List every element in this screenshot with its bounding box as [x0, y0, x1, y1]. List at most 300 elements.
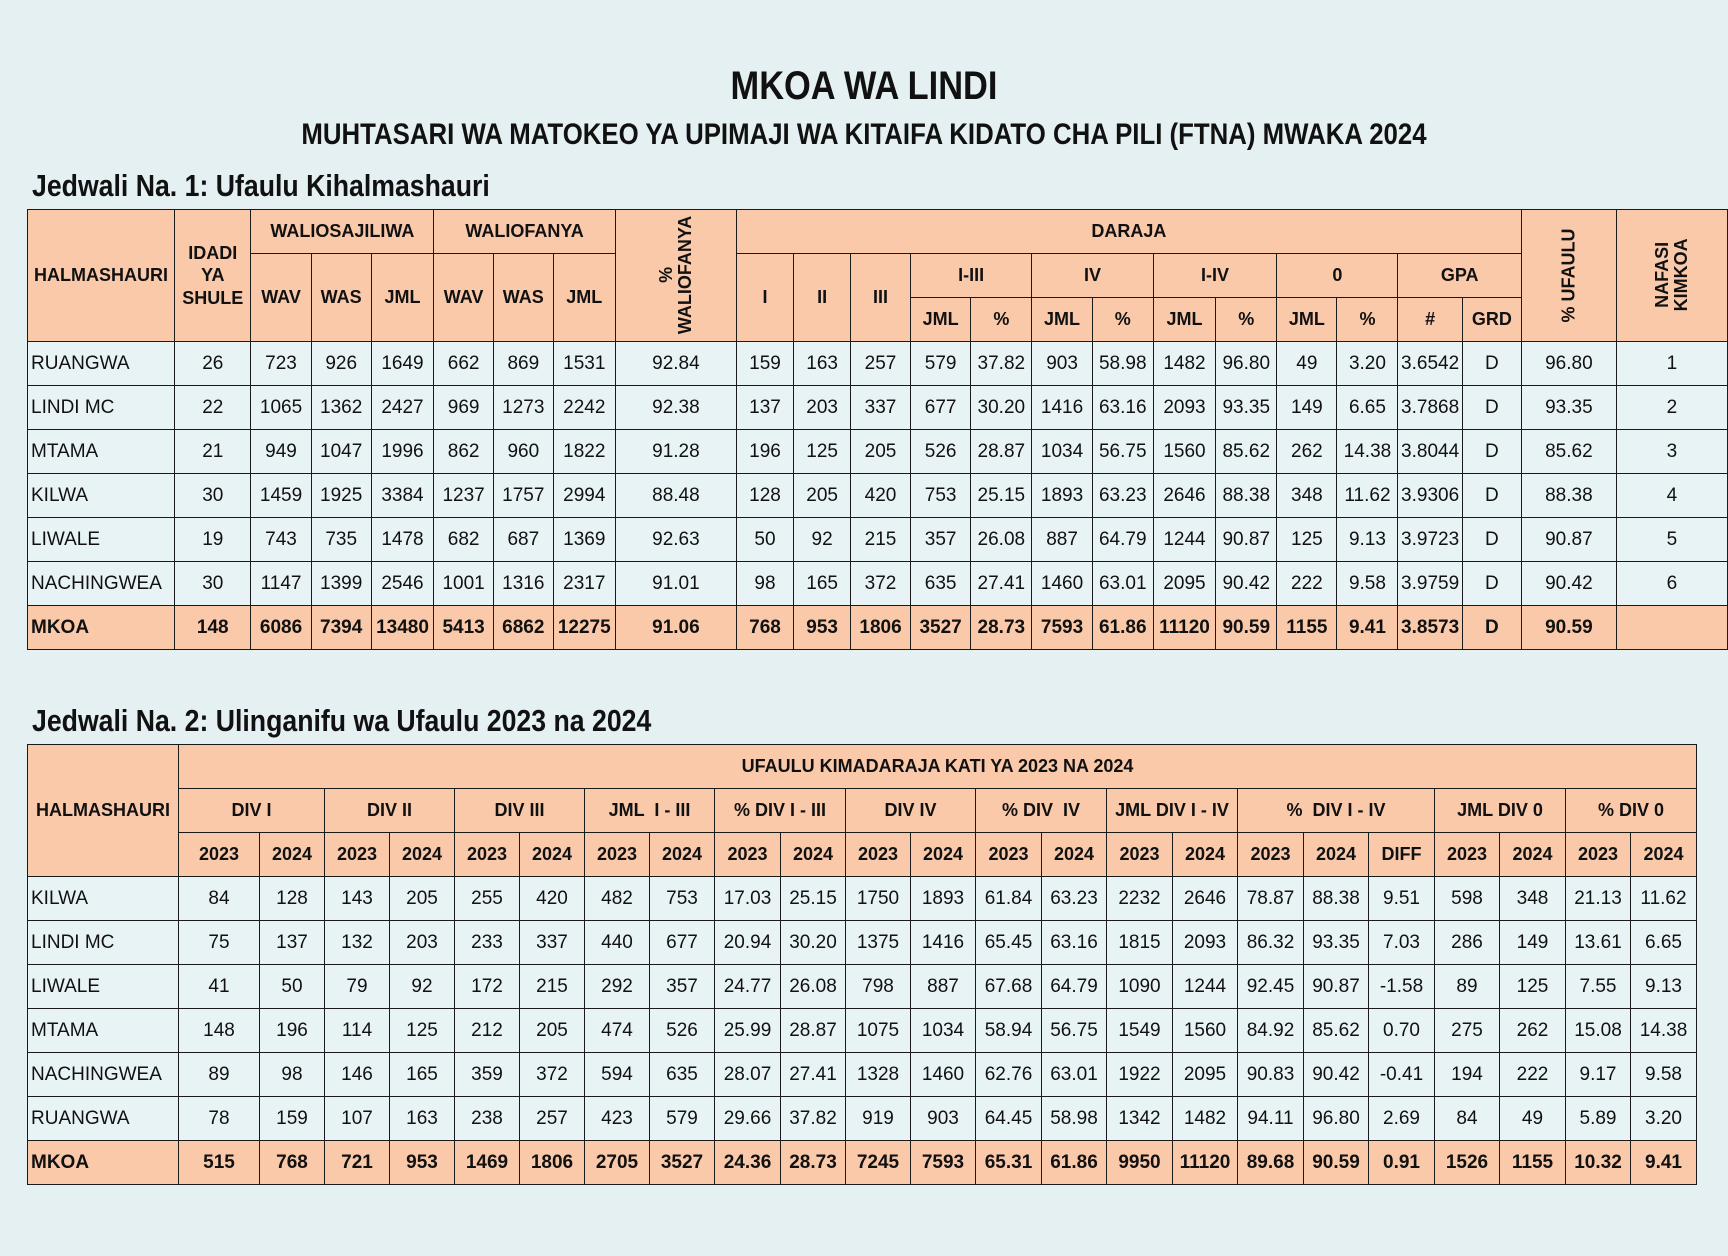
table-cell: 28.87 — [971, 430, 1032, 474]
table-cell: 21 — [175, 430, 251, 474]
table-cell: 148 — [175, 606, 251, 650]
table-cell: D — [1462, 342, 1521, 386]
table-cell: 28.73 — [781, 1141, 846, 1185]
table-cell: 63.16 — [1092, 386, 1153, 430]
table-cell: 165 — [794, 562, 851, 606]
table-cell: 58.94 — [976, 1009, 1042, 1053]
table-cell: 88.48 — [615, 474, 736, 518]
table-cell: 1526 — [1435, 1141, 1500, 1185]
table-cell: 3.20 — [1337, 342, 1398, 386]
table-row — [28, 430, 1728, 474]
header-was: WAS — [493, 254, 553, 342]
table-cell: 65.45 — [976, 921, 1042, 965]
table-cell: 88.38 — [1521, 474, 1616, 518]
table-cell: 348 — [1500, 877, 1566, 921]
header-year-2023: 2023 — [585, 833, 650, 877]
header-jml: JML — [1153, 298, 1216, 342]
table-cell: 579 — [910, 342, 970, 386]
table-cell: 949 — [251, 430, 311, 474]
table-cell: 953 — [390, 1141, 455, 1185]
table-cell: 20.94 — [715, 921, 781, 965]
table-cell: 1155 — [1500, 1141, 1566, 1185]
header-jml: JML — [910, 298, 970, 342]
header-pct-div-i-iii: % DIV I - III — [715, 789, 846, 833]
table-cell: 3527 — [910, 606, 970, 650]
table-cell: -1.58 — [1369, 965, 1435, 1009]
table-cell: 5 — [1616, 518, 1727, 562]
table-cell: 1560 — [1173, 1009, 1238, 1053]
header-year-2024: 2024 — [650, 833, 715, 877]
table-cell: 24.36 — [715, 1141, 781, 1185]
header-jml: JML — [1032, 298, 1092, 342]
table-cell: 165 — [390, 1053, 455, 1097]
table-cell: 146 — [325, 1053, 390, 1097]
table-cell: 0.91 — [1369, 1141, 1435, 1185]
header-was: WAS — [311, 254, 371, 342]
table-cell: 1478 — [371, 518, 434, 562]
table-row — [28, 965, 1697, 1009]
table-cell: 1893 — [1032, 474, 1092, 518]
table-cell: 677 — [650, 921, 715, 965]
table-cell: 753 — [650, 877, 715, 921]
table-cell: 92.63 — [615, 518, 736, 562]
table-cell: 953 — [794, 606, 851, 650]
header-halmashauri: HALMASHAURI — [28, 210, 175, 342]
table-cell: 149 — [1500, 921, 1566, 965]
table-cell: 98 — [260, 1053, 325, 1097]
table-cell: 1328 — [846, 1053, 911, 1097]
table-cell: 159 — [736, 342, 793, 386]
table-cell: 598 — [1435, 877, 1500, 921]
header-year-2024: 2024 — [1042, 833, 1107, 877]
table-cell: 420 — [520, 877, 585, 921]
table-cell: 61.86 — [1092, 606, 1153, 650]
table-cell: 337 — [520, 921, 585, 965]
table-row — [28, 342, 1728, 386]
row-label: RUANGWA — [28, 342, 175, 386]
table-cell: 64.45 — [976, 1097, 1042, 1141]
header-year-2024: 2024 — [260, 833, 325, 877]
header-pct-div-i-iv: % DIV I - IV — [1238, 789, 1435, 833]
header-idadi-ya-shule: IDADI YA SHULE — [175, 210, 251, 342]
table-cell: 17.03 — [715, 877, 781, 921]
table-cell: 286 — [1435, 921, 1500, 965]
header-div-ii: DIV II — [325, 789, 455, 833]
table-cell: 862 — [434, 430, 494, 474]
table-cell: 93.35 — [1304, 921, 1369, 965]
table-cell: 56.75 — [1092, 430, 1153, 474]
table-cell: 163 — [794, 342, 851, 386]
table-cell: 1316 — [493, 562, 553, 606]
table-cell: 90.59 — [1216, 606, 1277, 650]
table-cell: 128 — [736, 474, 793, 518]
table2-body — [28, 877, 1697, 1185]
table-cell: 1482 — [1173, 1097, 1238, 1141]
table-cell: 75 — [179, 921, 260, 965]
table-cell: 212 — [455, 1009, 520, 1053]
header-pct-waliofanya: % WALIOFANYA — [615, 210, 736, 342]
page-title: MKOA WA LINDI — [730, 64, 998, 108]
table-cell: 41 — [179, 965, 260, 1009]
table-cell: 30 — [175, 474, 251, 518]
table-cell: 7245 — [846, 1141, 911, 1185]
table-cell: 2242 — [553, 386, 615, 430]
table-cell: 903 — [911, 1097, 976, 1141]
table-cell: 6.65 — [1337, 386, 1398, 430]
table-cell: 30.20 — [971, 386, 1032, 430]
table-cell: 37.82 — [971, 342, 1032, 386]
table-cell: 9.17 — [1566, 1053, 1631, 1097]
table-cell: 65.31 — [976, 1141, 1042, 1185]
header-i-iv: I-IV — [1153, 254, 1277, 298]
table-row — [28, 518, 1728, 562]
table-cell: 735 — [311, 518, 371, 562]
row-label: RUANGWA — [28, 1097, 179, 1141]
table-cell: 682 — [434, 518, 494, 562]
table-cell: 88.38 — [1304, 877, 1369, 921]
table-cell: 28.07 — [715, 1053, 781, 1097]
header-year-2024: 2024 — [520, 833, 585, 877]
table-cell: 9950 — [1107, 1141, 1173, 1185]
table-cell: 635 — [910, 562, 970, 606]
table-cell: 420 — [851, 474, 911, 518]
table-cell: 137 — [260, 921, 325, 965]
table-cell: 163 — [390, 1097, 455, 1141]
table-cell: 292 — [585, 965, 650, 1009]
table-cell: 887 — [1032, 518, 1092, 562]
table-cell: 90.42 — [1521, 562, 1616, 606]
table-cell: 768 — [260, 1141, 325, 1185]
table-cell: 85.62 — [1304, 1009, 1369, 1053]
table-cell: 2 — [1616, 386, 1727, 430]
table-cell: 423 — [585, 1097, 650, 1141]
table-cell: 1399 — [311, 562, 371, 606]
table-cell: 1531 — [553, 342, 615, 386]
header-grd: GRD — [1462, 298, 1521, 342]
row-label: NACHINGWEA — [28, 562, 175, 606]
table-cell: 63.23 — [1092, 474, 1153, 518]
header-diff: DIFF — [1369, 833, 1435, 877]
table-cell: 96.80 — [1521, 342, 1616, 386]
table-cell: 62.76 — [976, 1053, 1042, 1097]
table-cell: 172 — [455, 965, 520, 1009]
table1-body — [28, 342, 1728, 650]
table-cell: 337 — [851, 386, 911, 430]
table-cell: 9.58 — [1631, 1053, 1697, 1097]
header-jml: JML — [1277, 298, 1337, 342]
table2-caption: Jedwali Na. 2: Ulinganifu wa Ufaulu 2023 na 2024 — [32, 703, 652, 738]
table-cell: 372 — [851, 562, 911, 606]
table-cell: 25.15 — [781, 877, 846, 921]
table-cell: 205 — [390, 877, 455, 921]
row-label: LINDI MC — [28, 386, 175, 430]
table-cell: 579 — [650, 1097, 715, 1141]
table-cell: 2317 — [553, 562, 615, 606]
header-div-iii: III — [851, 254, 911, 342]
table-cell: 2646 — [1153, 474, 1216, 518]
table-cell: 21.13 — [1566, 877, 1631, 921]
table-cell: 90.59 — [1304, 1141, 1369, 1185]
table-cell: 90.42 — [1216, 562, 1277, 606]
table-cell: 969 — [434, 386, 494, 430]
table-cell: 64.79 — [1092, 518, 1153, 562]
table-cell: 662 — [434, 342, 494, 386]
header-div-i: DIV I — [179, 789, 325, 833]
table-cell: 275 — [1435, 1009, 1500, 1053]
header-years-row — [28, 833, 1697, 877]
table-cell: 159 — [260, 1097, 325, 1141]
table-cell: 3.7868 — [1398, 386, 1462, 430]
table-cell: 125 — [1500, 965, 1566, 1009]
table-cell: 203 — [794, 386, 851, 430]
table-cell: 61.84 — [976, 877, 1042, 921]
table-cell: 357 — [910, 518, 970, 562]
table-cell: D — [1462, 518, 1521, 562]
table-cell: 1244 — [1173, 965, 1238, 1009]
table-cell: 26 — [175, 342, 251, 386]
table-cell: 222 — [1277, 562, 1337, 606]
table-cell: 50 — [260, 965, 325, 1009]
header-wav: WAV — [251, 254, 311, 342]
table-cell: 90.87 — [1216, 518, 1277, 562]
table-cell: 9.51 — [1369, 877, 1435, 921]
table-cell: 1065 — [251, 386, 311, 430]
table-cell: 798 — [846, 965, 911, 1009]
table-cell: 84 — [1435, 1097, 1500, 1141]
row-label: MKOA — [28, 606, 175, 650]
table-row — [28, 474, 1728, 518]
table-cell: 7593 — [1032, 606, 1092, 650]
table-cell: 1244 — [1153, 518, 1216, 562]
table-cell: 89 — [179, 1053, 260, 1097]
table-cell: 887 — [911, 965, 976, 1009]
table-cell: 37.82 — [781, 1097, 846, 1141]
table-cell: 9.41 — [1337, 606, 1398, 650]
table-cell: 3 — [1616, 430, 1727, 474]
table-cell: 11.62 — [1337, 474, 1398, 518]
header-year-2023: 2023 — [1566, 833, 1631, 877]
table-cell: 14.38 — [1631, 1009, 1697, 1053]
table-cell: 6.65 — [1631, 921, 1697, 965]
table-cell: 58.98 — [1042, 1097, 1107, 1141]
table-cell: 92.45 — [1238, 965, 1304, 1009]
table-cell: 3.8044 — [1398, 430, 1462, 474]
row-label: LINDI MC — [28, 921, 179, 965]
table-cell: 2.69 — [1369, 1097, 1435, 1141]
table-cell: 238 — [455, 1097, 520, 1141]
table-cell: 1469 — [455, 1141, 520, 1185]
header-div-i: I — [736, 254, 793, 342]
header-year-2023: 2023 — [715, 833, 781, 877]
table-cell: 215 — [851, 518, 911, 562]
table-cell: 2095 — [1173, 1053, 1238, 1097]
header-ufaulu-kimadaraja: UFAULU KIMADARAJA KATI YA 2023 NA 2024 — [179, 745, 1697, 789]
header-year-2023: 2023 — [1238, 833, 1304, 877]
table-cell: 86.32 — [1238, 921, 1304, 965]
table-cell: 526 — [910, 430, 970, 474]
table-cell: 196 — [260, 1009, 325, 1053]
table-cell: 90.87 — [1304, 965, 1369, 1009]
table-cell: 90.83 — [1238, 1053, 1304, 1097]
table-cell: 132 — [325, 921, 390, 965]
table-cell: 926 — [311, 342, 371, 386]
table-cell: 22 — [175, 386, 251, 430]
table-cell: 9.41 — [1631, 1141, 1697, 1185]
table-cell: 26.08 — [971, 518, 1032, 562]
table-cell: 7394 — [311, 606, 371, 650]
header-gpa-value: # — [1398, 298, 1462, 342]
header-div-iv: DIV IV — [846, 789, 976, 833]
table-cell: 2546 — [371, 562, 434, 606]
table-cell: 2705 — [585, 1141, 650, 1185]
table1-caption: Jedwali Na. 1: Ufaulu Kihalmashauri — [32, 168, 490, 203]
table-cell: 5413 — [434, 606, 494, 650]
table-cell: 205 — [794, 474, 851, 518]
table-cell: 1416 — [1032, 386, 1092, 430]
table-cell: 1155 — [1277, 606, 1337, 650]
table-cell: 196 — [736, 430, 793, 474]
table-cell: D — [1462, 474, 1521, 518]
table-cell: 15.08 — [1566, 1009, 1631, 1053]
table-cell: D — [1462, 430, 1521, 474]
table-cell: D — [1462, 606, 1521, 650]
table-cell: 1362 — [311, 386, 371, 430]
header-div-iii: DIV III — [455, 789, 585, 833]
header-pct-div-iv: % DIV IV — [976, 789, 1107, 833]
table-cell: 85.62 — [1216, 430, 1277, 474]
row-label: KILWA — [28, 877, 179, 921]
row-label: NACHINGWEA — [28, 1053, 179, 1097]
table-cell: 2646 — [1173, 877, 1238, 921]
table-cell: 1893 — [911, 877, 976, 921]
header-year-2024: 2024 — [1500, 833, 1566, 877]
table-row — [28, 877, 1697, 921]
table-cell: 26.08 — [781, 965, 846, 1009]
row-label: LIWALE — [28, 965, 179, 1009]
table-cell: 255 — [455, 877, 520, 921]
table-cell: 1375 — [846, 921, 911, 965]
table-cell: 13480 — [371, 606, 434, 650]
table-cell: 93.35 — [1521, 386, 1616, 430]
table-cell: 262 — [1500, 1009, 1566, 1053]
table-cell: 1925 — [311, 474, 371, 518]
table-cell: 960 — [493, 430, 553, 474]
table-cell: 94.11 — [1238, 1097, 1304, 1141]
table-cell: 205 — [520, 1009, 585, 1053]
table-cell: 78.87 — [1238, 877, 1304, 921]
header-pct-ufaulu: % UFAULU — [1521, 210, 1616, 342]
table-cell: 743 — [251, 518, 311, 562]
table-cell: 1075 — [846, 1009, 911, 1053]
table-cell: 84.92 — [1238, 1009, 1304, 1053]
table-cell: 61.86 — [1042, 1141, 1107, 1185]
table-cell: 1549 — [1107, 1009, 1173, 1053]
table-cell: 215 — [520, 965, 585, 1009]
table-cell: 474 — [585, 1009, 650, 1053]
table-cell: 84 — [179, 877, 260, 921]
table-cell: 92.38 — [615, 386, 736, 430]
table-cell: 63.01 — [1042, 1053, 1107, 1097]
header-year-2023: 2023 — [976, 833, 1042, 877]
table-cell: 6862 — [493, 606, 553, 650]
table-cell: 6 — [1616, 562, 1727, 606]
table-cell: 2093 — [1153, 386, 1216, 430]
table-cell: 1147 — [251, 562, 311, 606]
table-cell: 56.75 — [1042, 1009, 1107, 1053]
table-cell: 222 — [1500, 1053, 1566, 1097]
table-cell: 114 — [325, 1009, 390, 1053]
table-row — [28, 1053, 1697, 1097]
table-cell: 3.20 — [1631, 1097, 1697, 1141]
header-jml: JML — [371, 254, 434, 342]
table-cell: 9.13 — [1337, 518, 1398, 562]
row-label: LIWALE — [28, 518, 175, 562]
table-cell: 359 — [455, 1053, 520, 1097]
table-cell: 7593 — [911, 1141, 976, 1185]
header-year-2024: 2024 — [781, 833, 846, 877]
table-cell: 440 — [585, 921, 650, 965]
table-cell: 3.9306 — [1398, 474, 1462, 518]
header-jml: JML — [553, 254, 615, 342]
table-cell: 1482 — [1153, 342, 1216, 386]
table-cell: 1922 — [1107, 1053, 1173, 1097]
table-cell: 63.16 — [1042, 921, 1107, 965]
table-cell: 205 — [851, 430, 911, 474]
header-zero: 0 — [1277, 254, 1398, 298]
table-cell: 79 — [325, 965, 390, 1009]
table-cell: 19 — [175, 518, 251, 562]
table-cell: 919 — [846, 1097, 911, 1141]
header-year-2024: 2024 — [1173, 833, 1238, 877]
table-cell — [1616, 606, 1727, 650]
table-cell: 0.70 — [1369, 1009, 1435, 1053]
table-cell: 1459 — [251, 474, 311, 518]
table-cell: 257 — [520, 1097, 585, 1141]
table-cell: 50 — [736, 518, 793, 562]
table-cell: 89 — [1435, 965, 1500, 1009]
table-cell: 2095 — [1153, 562, 1216, 606]
header-pct: % — [971, 298, 1032, 342]
table-cell: 125 — [794, 430, 851, 474]
table-cell: 11.62 — [1631, 877, 1697, 921]
table-cell: 677 — [910, 386, 970, 430]
row-label: KILWA — [28, 474, 175, 518]
table-cell: 88.38 — [1216, 474, 1277, 518]
table-cell: 1034 — [911, 1009, 976, 1053]
table-cell: 1460 — [911, 1053, 976, 1097]
table-cell: 194 — [1435, 1053, 1500, 1097]
table-cell: 91.06 — [615, 606, 736, 650]
header-div-ii: II — [794, 254, 851, 342]
row-label: MTAMA — [28, 430, 175, 474]
table-cell: 27.41 — [781, 1053, 846, 1097]
header-daraja: DARAJA — [736, 210, 1521, 254]
table-cell: 58.98 — [1092, 342, 1153, 386]
table-cell: 1273 — [493, 386, 553, 430]
table-cell: 9.58 — [1337, 562, 1398, 606]
table-cell: D — [1462, 386, 1521, 430]
table-cell: 869 — [493, 342, 553, 386]
table-cell: 1460 — [1032, 562, 1092, 606]
table-cell: 30 — [175, 562, 251, 606]
table-cell: 687 — [493, 518, 553, 562]
table-row — [28, 921, 1697, 965]
table-cell: 24.77 — [715, 965, 781, 1009]
table-cell: 1237 — [434, 474, 494, 518]
table-cell: 92 — [390, 965, 455, 1009]
table-cell: 7.03 — [1369, 921, 1435, 965]
table-cell: 89.68 — [1238, 1141, 1304, 1185]
